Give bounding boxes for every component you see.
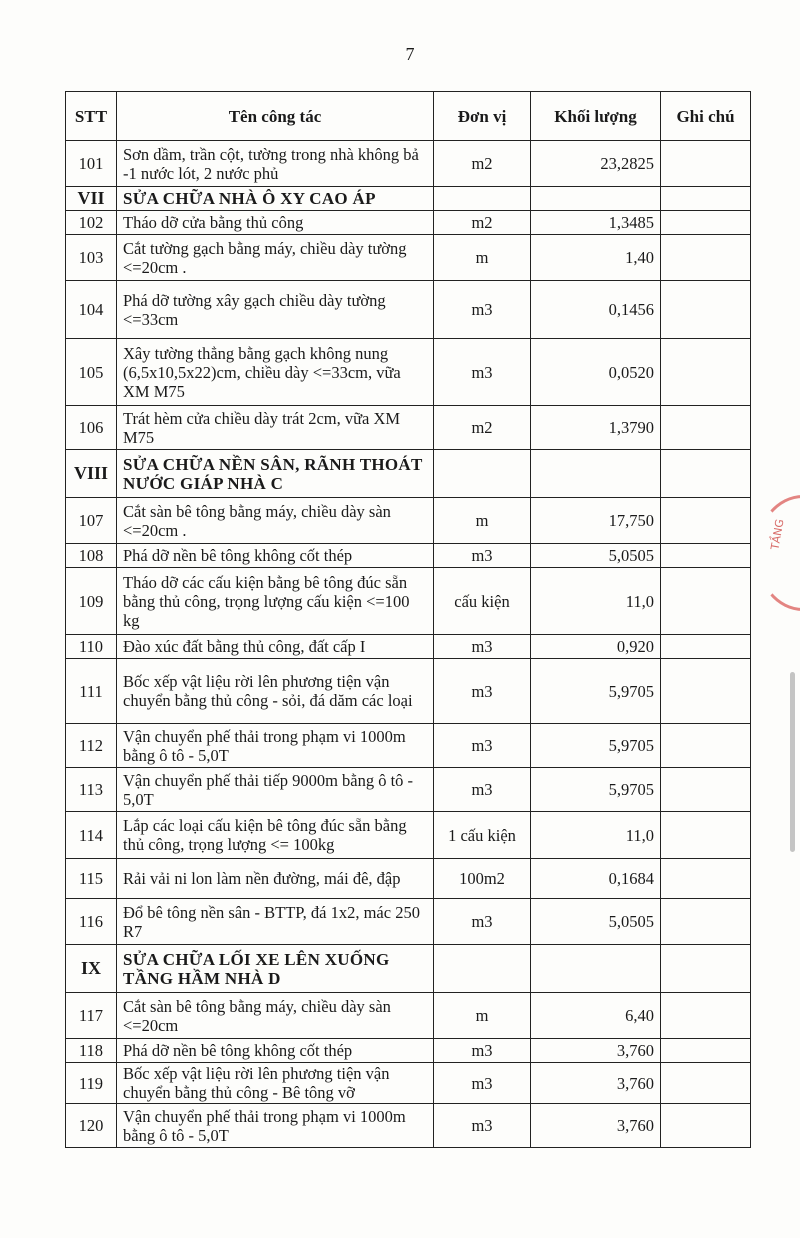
cell-name: Phá dỡ nền bê tông không cốt thép: [117, 1039, 434, 1063]
cell-note: [661, 1039, 751, 1063]
cell-stt: 117: [66, 993, 117, 1039]
cell-note: [661, 812, 751, 859]
header-name: Tên công tác: [117, 92, 434, 141]
cell-stt: 112: [66, 724, 117, 768]
cell-unit: m3: [434, 768, 531, 812]
cell-unit: 100m2: [434, 859, 531, 899]
cell-stt: 101: [66, 141, 117, 187]
cell-qty: 5,9705: [531, 659, 661, 724]
table-row: [66, 899, 751, 945]
cell-note: [661, 141, 751, 187]
header-unit: Đơn vị: [434, 92, 531, 141]
cell-stt: 107: [66, 498, 117, 544]
cell-unit: m3: [434, 635, 531, 659]
cell-qty: 3,760: [531, 1104, 661, 1148]
table-body: [66, 141, 751, 1148]
cell-qty: 3,760: [531, 1063, 661, 1104]
section-row: [66, 450, 751, 498]
cell-unit: m3: [434, 724, 531, 768]
cell-qty: 6,40: [531, 993, 661, 1039]
cell-section-title: SỬA CHỮA LỐI XE LÊN XUỐNG TẦNG HẦM NHÀ D: [117, 945, 434, 993]
cell-stt: 109: [66, 568, 117, 635]
cell-name: Tháo dỡ cửa bằng thủ công: [117, 211, 434, 235]
cell-note: [661, 945, 751, 993]
table-header-row: [66, 92, 751, 141]
cell-name: Bốc xếp vật liệu rời lên phương tiện vận chuyển bằng thủ công - Bê tông vỡ: [117, 1063, 434, 1104]
cell-name: Cắt sàn bê tông bằng máy, chiều dày sàn <=20cm: [117, 993, 434, 1039]
table-row: [66, 568, 751, 635]
table-row: [66, 635, 751, 659]
cell-stt: 105: [66, 339, 117, 406]
stamp-fragment: TẦNG: [768, 518, 787, 551]
cell-note: [661, 281, 751, 339]
cell-note: [661, 211, 751, 235]
table-row: [66, 659, 751, 724]
cell-qty: 5,0505: [531, 544, 661, 568]
cell-stt: 119: [66, 1063, 117, 1104]
cell-unit: m2: [434, 141, 531, 187]
cell-qty: 5,0505: [531, 899, 661, 945]
cell-qty: 5,9705: [531, 768, 661, 812]
cell-name: Sơn dầm, trần cột, tường trong nhà không bả -1 nước lót, 2 nước phủ: [117, 141, 434, 187]
cell-name: Đổ bê tông nền sân - BTTP, đá 1x2, mác 250 R7: [117, 899, 434, 945]
cell-unit: m: [434, 235, 531, 281]
cell-stt: 110: [66, 635, 117, 659]
cell-qty: 11,0: [531, 812, 661, 859]
table-row: [66, 993, 751, 1039]
table-row: [66, 544, 751, 568]
cell-unit: m3: [434, 659, 531, 724]
cell-note: [661, 768, 751, 812]
cell-qty: [531, 450, 661, 498]
table-row: [66, 1104, 751, 1148]
cell-section-title: SỬA CHỮA NỀN SÂN, RÃNH THOÁT NƯỚC GIÁP NHÀ C: [117, 450, 434, 498]
cell-note: [661, 659, 751, 724]
cell-unit: m2: [434, 211, 531, 235]
cell-unit: m3: [434, 1039, 531, 1063]
cell-name: Vận chuyển phế thải tiếp 9000m bằng ô tô - 5,0T: [117, 768, 434, 812]
cell-note: [661, 635, 751, 659]
cell-name: Phá dỡ tường xây gạch chiều dày tường <=33cm: [117, 281, 434, 339]
cell-unit: [434, 945, 531, 993]
section-row: [66, 187, 751, 211]
cell-stt: 108: [66, 544, 117, 568]
cell-note: [661, 406, 751, 450]
table-row: [66, 141, 751, 187]
cell-unit: m2: [434, 406, 531, 450]
cell-note: [661, 1104, 751, 1148]
cell-unit: m: [434, 498, 531, 544]
cell-qty: 0,920: [531, 635, 661, 659]
cell-stt: 116: [66, 899, 117, 945]
cell-name: Vận chuyển phế thải trong phạm vi 1000m bằng ô tô - 5,0T: [117, 724, 434, 768]
cell-qty: [531, 945, 661, 993]
cell-name: Trát hèm cửa chiều dày trát 2cm, vữa XM M75: [117, 406, 434, 450]
table-row: [66, 406, 751, 450]
cell-name: Cắt tường gạch bằng máy, chiều dày tường <=20cm .: [117, 235, 434, 281]
cell-unit: m3: [434, 899, 531, 945]
cell-stt: 102: [66, 211, 117, 235]
table-row: [66, 1039, 751, 1063]
cell-unit: m3: [434, 1063, 531, 1104]
cell-section-title: SỬA CHỮA NHÀ Ô XY CAO ÁP: [117, 187, 434, 211]
cell-name: Đào xúc đất bằng thủ công, đất cấp I: [117, 635, 434, 659]
cell-note: [661, 544, 751, 568]
cell-stt: IX: [66, 945, 117, 993]
cell-stt: 106: [66, 406, 117, 450]
cell-note: [661, 568, 751, 635]
cell-unit: m3: [434, 544, 531, 568]
cell-note: [661, 187, 751, 211]
cell-qty: 5,9705: [531, 724, 661, 768]
table-row: [66, 211, 751, 235]
cell-qty: 3,760: [531, 1039, 661, 1063]
cell-note: [661, 724, 751, 768]
cell-qty: 23,2825: [531, 141, 661, 187]
cell-stt: 115: [66, 859, 117, 899]
cell-qty: 0,0520: [531, 339, 661, 406]
cell-unit: 1 cấu kiện: [434, 812, 531, 859]
cell-qty: 11,0: [531, 568, 661, 635]
cell-note: [661, 993, 751, 1039]
cell-stt: 120: [66, 1104, 117, 1148]
table-row: [66, 768, 751, 812]
cell-stt: 114: [66, 812, 117, 859]
cell-stt: VII: [66, 187, 117, 211]
header-qty: Khối lượng: [531, 92, 661, 141]
table-row: [66, 281, 751, 339]
table-row: [66, 812, 751, 859]
cell-note: [661, 1063, 751, 1104]
cell-note: [661, 235, 751, 281]
cell-qty: 1,3485: [531, 211, 661, 235]
cell-note: [661, 339, 751, 406]
cell-note: [661, 899, 751, 945]
cell-stt: 113: [66, 768, 117, 812]
header-stt: STT: [66, 92, 117, 141]
red-stamp-seal: [755, 495, 800, 611]
cell-qty: 17,750: [531, 498, 661, 544]
cell-note: [661, 859, 751, 899]
cell-name: Phá dỡ nền bê tông không cốt thép: [117, 544, 434, 568]
cell-stt: VIII: [66, 450, 117, 498]
scrollbar[interactable]: [790, 672, 795, 852]
cell-qty: 0,1456: [531, 281, 661, 339]
page-number: 7: [405, 44, 415, 64]
cell-unit: [434, 187, 531, 211]
cell-qty: [531, 187, 661, 211]
cell-name: Cắt sàn bê tông bằng máy, chiều dày sàn <=20cm .: [117, 498, 434, 544]
cell-name: Lắp các loại cấu kiện bê tông đúc sẵn bằng thủ công, trọng lượng <= 100kg: [117, 812, 434, 859]
cell-qty: 1,40: [531, 235, 661, 281]
cell-unit: m3: [434, 339, 531, 406]
table-row: [66, 498, 751, 544]
section-row: [66, 945, 751, 993]
cell-stt: 104: [66, 281, 117, 339]
cell-name: Vận chuyển phế thải trong phạm vi 1000m bằng ô tô - 5,0T: [117, 1104, 434, 1148]
cell-unit: cấu kiện: [434, 568, 531, 635]
cell-unit: m: [434, 993, 531, 1039]
cell-name: Tháo dỡ các cấu kiện bằng bê tông đúc sẵn bằng thủ công, trọng lượng cấu kiện <=100 kg: [117, 568, 434, 635]
cell-name: Bốc xếp vật liệu rời lên phương tiện vận chuyển bằng thủ công - sỏi, đá dăm các loại: [117, 659, 434, 724]
cell-note: [661, 450, 751, 498]
table-row: [66, 724, 751, 768]
header-note: Ghi chú: [661, 92, 751, 141]
cell-unit: m3: [434, 1104, 531, 1148]
cell-stt: 103: [66, 235, 117, 281]
cell-name: Xây tường thẳng bằng gạch không nung (6,5x10,5x22)cm, chiều dày <=33cm, vữa XM M75: [117, 339, 434, 406]
cell-note: [661, 498, 751, 544]
cell-unit: m3: [434, 281, 531, 339]
cell-qty: 1,3790: [531, 406, 661, 450]
table-row: [66, 339, 751, 406]
cell-stt: 111: [66, 659, 117, 724]
cell-name: Rải vải ni lon làm nền đường, mái đê, đập: [117, 859, 434, 899]
cell-qty: 0,1684: [531, 859, 661, 899]
table-row: [66, 235, 751, 281]
work-volume-table: [65, 91, 751, 1148]
table-row: [66, 859, 751, 899]
table-row: [66, 1063, 751, 1104]
cell-stt: 118: [66, 1039, 117, 1063]
cell-unit: [434, 450, 531, 498]
